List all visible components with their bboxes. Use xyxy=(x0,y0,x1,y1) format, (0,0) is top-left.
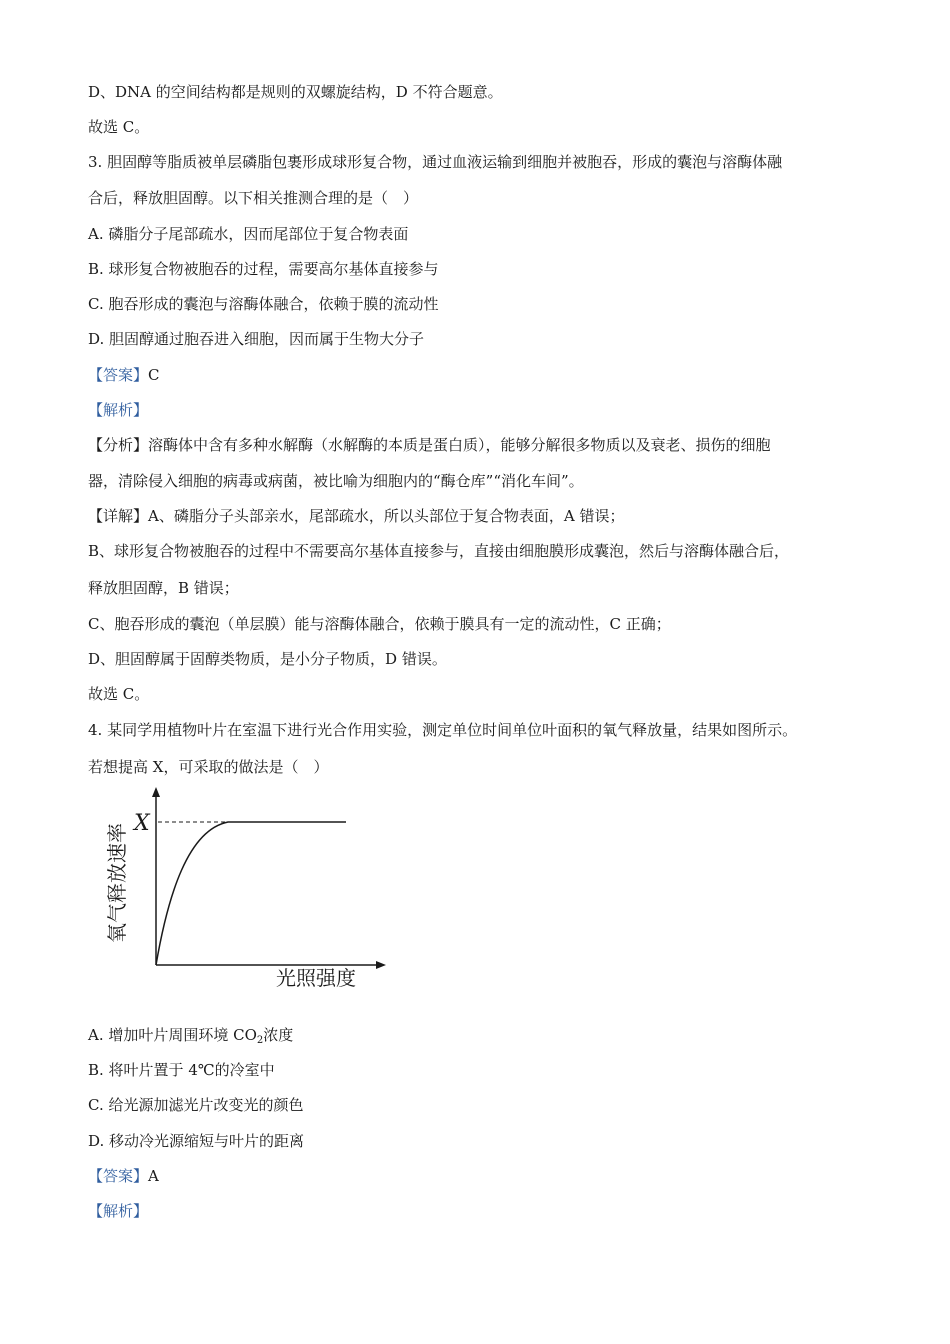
fenxi-tag: 【分析】 xyxy=(88,436,149,454)
co2-subscript: 2 xyxy=(256,1035,264,1046)
series-line xyxy=(156,822,346,965)
y-axis-label: 氧气释放速率 xyxy=(105,823,129,943)
question-3-option-c: C. 胞吞形成的囊泡与溶酶体融合，依赖于膜的流动性 xyxy=(88,295,439,313)
option-a-text: A. 增加叶片周围环境 CO xyxy=(88,1026,257,1044)
question-4-option-d: D. 移动冷光源缩短与叶片的距离 xyxy=(88,1132,305,1150)
question-3-option-b: B. 球形复合物被胞吞的过程，需要高尔基体直接参与 xyxy=(88,260,439,278)
answer-value: A xyxy=(148,1167,159,1185)
question-4-option-c: C. 给光源加滤光片改变光的颜色 xyxy=(88,1096,304,1114)
x-axis-arrow xyxy=(376,961,386,969)
question-3-analysis-tag: 【解析】 xyxy=(88,401,149,419)
question-4-answer xyxy=(88,1166,159,1186)
question-3-option-d: D. 胆固醇通过胞吞进入细胞，因而属于生物大分子 xyxy=(88,330,425,348)
question-4-stem: 4. 某同学用植物叶片在室温下进行光合作用实验，测定单位时间单位叶面积的氧气释放量，结果如图所示。 xyxy=(88,721,798,739)
question-3-xiangjie-a xyxy=(88,506,624,526)
answer-tag: 【答案】 xyxy=(88,1167,149,1185)
y-axis-arrow xyxy=(152,787,160,797)
question-3-stem-cont: 合后，释放胆固醇。以下相关推测合理的是（ ） xyxy=(88,189,419,207)
question-3-fenxi-cont: 器，清除侵入细胞的病毒或病菌，被比喻为细胞内的“酶仓库”“消化车间”。 xyxy=(88,472,584,490)
question-3-xiangjie-b-cont: 释放胆固醇，B 错误； xyxy=(88,579,239,597)
question-3-stem: 3. 胆固醇等脂质被单层磷脂包裹形成球形复合物，通过血液运输到细胞并被胞吞，形成的囊泡与溶酶体融 xyxy=(88,153,783,171)
oxygen-release-chart xyxy=(98,785,398,999)
xiangjie-text: A、磷脂分子头部亲水，尾部疏水，所以头部位于复合物表面，A 错误； xyxy=(148,507,625,525)
question-3-answer xyxy=(88,365,160,385)
question-4-option-a xyxy=(88,1025,293,1051)
option-a-text-end: 浓度 xyxy=(263,1026,294,1044)
question-4-option-b: B. 将叶片置于 4℃的冷室中 xyxy=(88,1061,275,1079)
question-3-xiangjie-d: D、胆固醇属于固醇类物质，是小分子物质，D 错误。 xyxy=(88,650,447,668)
x-axis-label: 光照强度 xyxy=(276,966,356,990)
question-4-analysis-tag: 【解析】 xyxy=(88,1202,149,1220)
chart-svg xyxy=(98,785,398,995)
question-3-xiangjie-b: B、球形复合物被胞吞的过程中不需要高尔基体直接参与，直接由细胞膜形成囊泡，然后与溶酶体融合后， xyxy=(88,542,790,560)
xiangjie-tag: 【详解】 xyxy=(88,507,149,525)
conclusion-text: 故选 C。 xyxy=(88,118,150,136)
question-3-xiangjie-c: C、胞吞形成的囊泡（单层膜）能与溶酶体融合，依赖于膜具有一定的流动性，C 正确； xyxy=(88,615,671,633)
question-4-stem-cont: 若想提高 X，可采取的做法是（ ） xyxy=(88,758,329,776)
question-3-option-a: A. 磷脂分子尾部疏水，因而尾部位于复合物表面 xyxy=(88,225,409,243)
question-3-fenxi xyxy=(88,435,771,455)
answer-value: C xyxy=(148,366,160,384)
fenxi-text: 溶酶体中含有多种水解酶（水解酶的本质是蛋白质），能够分解很多物质以及衰老、损伤的细胞 xyxy=(148,436,771,454)
question-3-final: 故选 C。 xyxy=(88,685,150,703)
option-d-text: D、DNA 的空间结构都是规则的双螺旋结构，D 不符合题意。 xyxy=(88,83,503,101)
answer-tag: 【答案】 xyxy=(88,366,149,384)
y-marker-label: X xyxy=(134,811,150,836)
